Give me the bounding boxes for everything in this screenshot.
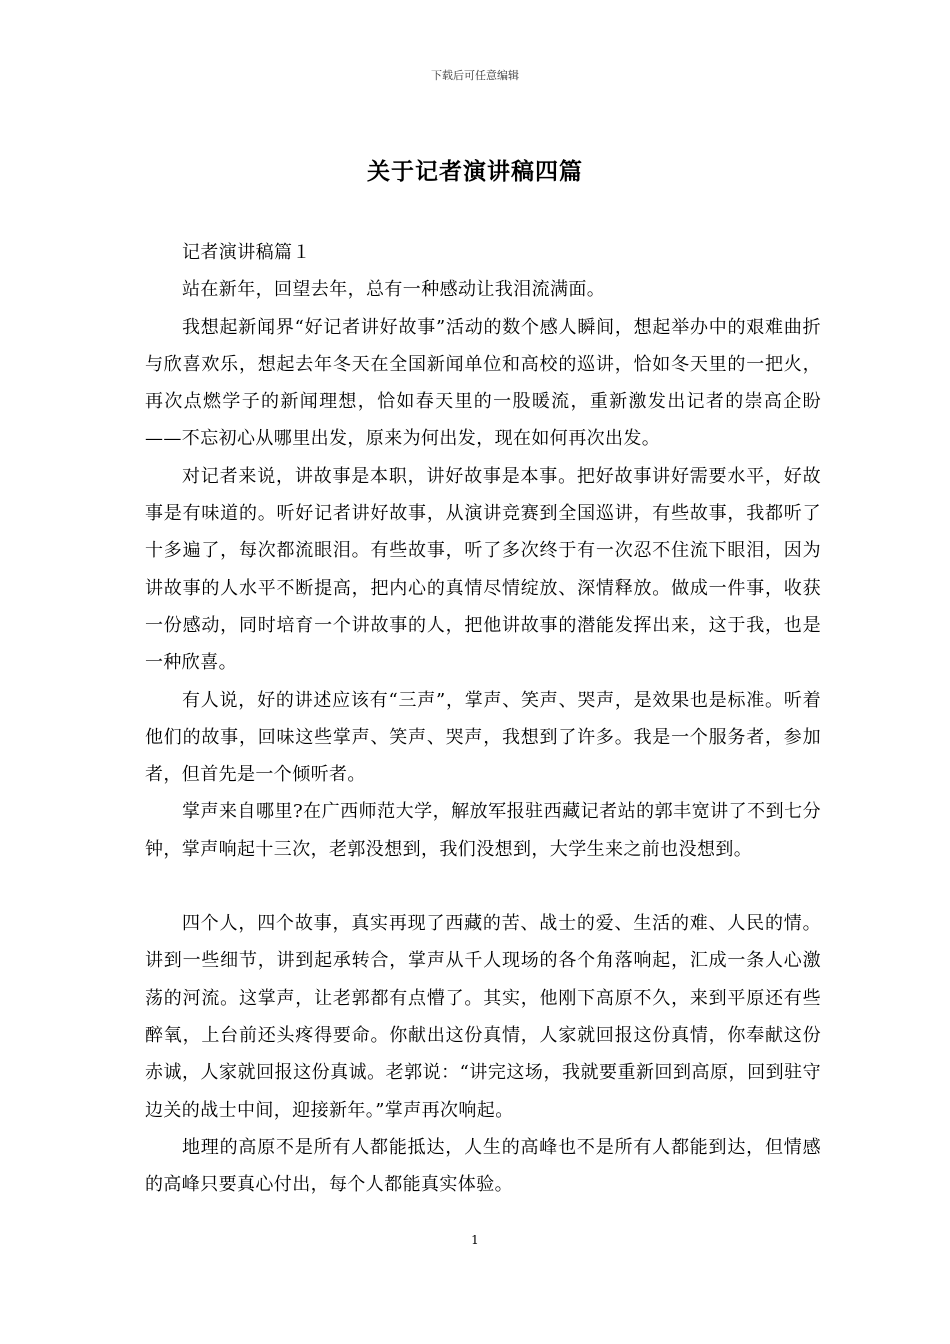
paragraph-4: 有人说，好的讲述应该有“三声”，掌声、笑声、哭声，是效果也是标准。听着他们的故事，回味这些掌声、笑声、哭声，我想到了许多。我是一个服务者，参加者，但首先是一个倾听者。: [145, 689, 821, 786]
page-number: 1: [471, 1233, 479, 1247]
document-body: [145, 234, 821, 1203]
paragraph-7: 地理的高原不是所有人都能抵达，人生的高峰也不是所有人都能到达，但情感的高峰只要真心付出，每个人都能真实体验。: [145, 1136, 821, 1196]
paragraph-gap: [145, 868, 821, 905]
paragraph-1: 站在新年，回望去年，总有一种感动让我泪流满面。: [182, 279, 606, 301]
paragraph-5: 掌声来自哪里?在广西师范大学，解放军报驻西藏记者站的郭丰宽讲了不到七分钟，掌声响起十三次，老郭没想到，我们没想到，大学生来之前也没想到。: [145, 801, 821, 860]
paragraph-2: 我想起新闻界“好记者讲好故事”活动的数个感人瞬间，想起举办中的艰难曲折与欣喜欢乐，想起去年冬天在全国新闻单位和高校的巡讲，恰如冬天里的一把火，再次点燃学子的新闻理想，恰如春天里的一股暖流，重新激发出记者的崇高企盼——不忘初心从哪里出发，原来为何出发，现在如何再次出发。: [145, 316, 821, 450]
paragraph-6: 四个人，四个故事，真实再现了西藏的苦、战士的爱、生活的难、人民的情。讲到一些细节，讲到起承转合，掌声从千人现场的各个角落响起，汇成一条人心激荡的河流。这掌声，让老郭都有点懵了。其实，他刚下高原不久，来到平原还有些醉氧，上台前还头疼得要命。你献出这份真情，人家就回报这份真情，你奉献这份赤诚，人家就回报这份真诚。老郭说：“讲完这场，我就要重新回到高原，回到驻守边关的战士中间，迎接新年。”掌声再次响起。: [145, 913, 821, 1121]
header-note: 下载后可任意编辑: [431, 69, 519, 82]
section-heading: 记者演讲稿篇１: [182, 242, 311, 263]
paragraph-3: 对记者来说，讲故事是本职，讲好故事是本事。把好故事讲好需要水平，好故事是有味道的。听好记者讲好故事，从演讲竞赛到全国巡讲，有些故事，我都听了十多遍了，每次都流眼泪。有些故事，听了多次终于有一次忍不住流下眼泪，因为讲故事的人水平不断提高，把内心的真情尽情绽放、深情释放。做成一件事，收获一份感动，同时培育一个讲故事的人，把他讲故事的潜能发挥出来，这于我，也是一种欣喜。: [145, 465, 821, 674]
document-title: 关于记者演讲稿四篇: [367, 158, 583, 185]
